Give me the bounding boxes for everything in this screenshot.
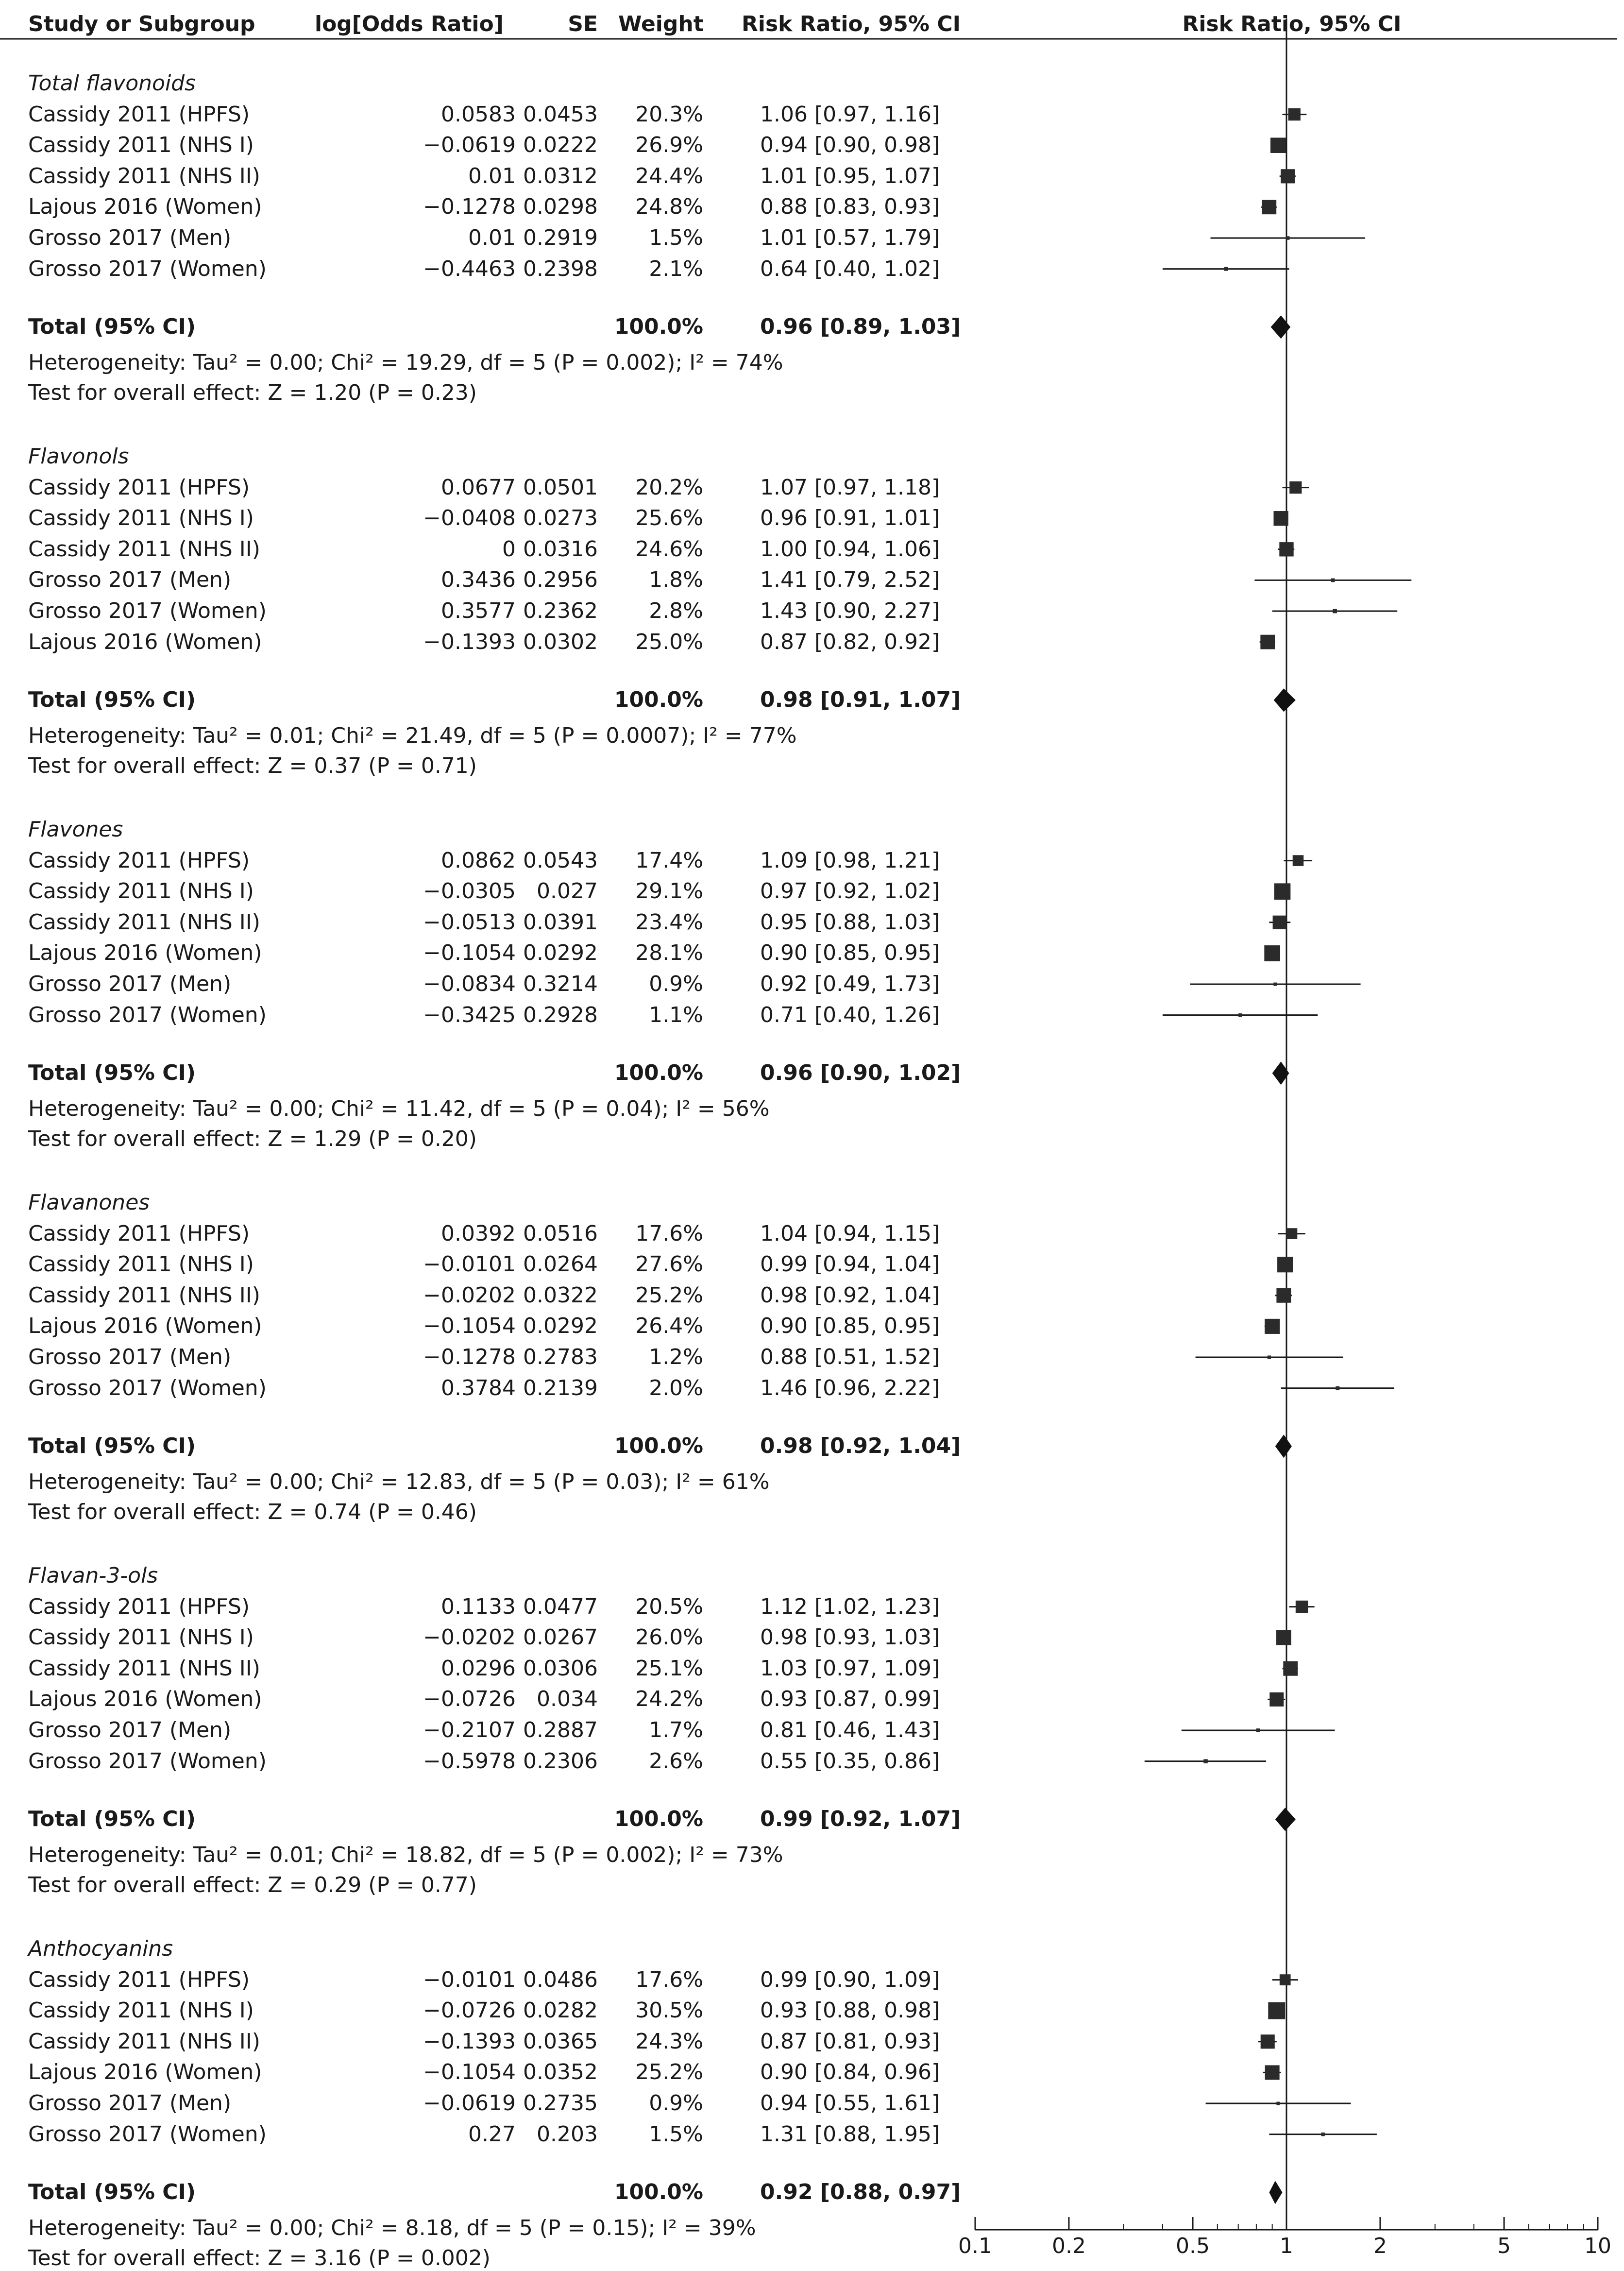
log-odds-ratio-value: −0.0513 [423, 909, 516, 935]
se-value: 0.0302 [523, 629, 598, 654]
se-value: 0.2919 [523, 225, 598, 250]
study-label: Cassidy 2011 (NHS I) [28, 506, 254, 531]
se-value: 0.2306 [523, 1748, 598, 1774]
weight-value: 24.4% [635, 163, 703, 188]
weight-value: 20.3% [635, 102, 703, 127]
overall-effect-text: Test for overall effect: Z = 1.29 (P = 0.20) [28, 1127, 477, 1152]
weight-value: 1.5% [649, 2121, 703, 2147]
study-label: Grosso 2017 (Women) [28, 256, 267, 281]
total-label: Total (95% CI) [28, 314, 196, 340]
log-odds-ratio-value: −0.0726 [423, 1998, 516, 2023]
study-label: Cassidy 2011 (HPFS) [28, 102, 250, 127]
risk-ratio-ci-value: 1.09 [0.98, 1.21] [760, 848, 940, 873]
se-value: 0.0477 [523, 1594, 598, 1619]
total-risk-ratio-ci-value: 0.96 [0.90, 1.02] [760, 1060, 961, 1086]
effect-square [1289, 481, 1302, 494]
total-label: Total (95% CI) [28, 2180, 196, 2205]
total-risk-ratio-ci-value: 0.98 [0.92, 1.04] [760, 1434, 961, 1459]
heterogeneity-text: Heterogeneity: Tau² = 0.01; Chi² = 18.82, df = 5 (P = 0.002); I² = 73% [28, 1843, 783, 1868]
subgroup-title: Anthocyanins [28, 1936, 173, 1961]
log-odds-ratio-value: −0.0619 [423, 2091, 516, 2116]
se-value: 0.2887 [523, 1718, 598, 1742]
study-label: Cassidy 2011 (NHS I) [28, 879, 254, 904]
log-odds-ratio-value: −0.1054 [423, 1314, 516, 1339]
risk-ratio-ci-value: 1.00 [0.94, 1.06] [760, 536, 940, 562]
weight-value: 25.6% [635, 506, 703, 531]
se-value: 0.0391 [523, 909, 598, 935]
overall-effect-text: Test for overall effect: Z = 1.20 (P = 0.23) [28, 380, 477, 406]
log-odds-ratio-value: −0.1278 [423, 1345, 516, 1369]
pooled-estimate-diamond [1271, 315, 1291, 339]
se-value: 0.2139 [523, 1375, 598, 1400]
risk-ratio-ci-value: 0.90 [0.85, 0.95] [760, 1314, 940, 1339]
effect-square [1268, 1355, 1271, 1359]
effect-square [1281, 169, 1295, 183]
total-weight-value: 100.0% [614, 687, 703, 713]
effect-square [1262, 200, 1277, 215]
log-odds-ratio-value: 0.3784 [441, 1375, 516, 1400]
weight-value: 26.9% [635, 133, 703, 158]
study-label: Grosso 2017 (Women) [28, 1375, 267, 1400]
log-odds-ratio-value: −0.5978 [423, 1748, 516, 1774]
log-odds-ratio-value: −0.1054 [423, 2060, 516, 2085]
risk-ratio-ci-value: 1.04 [0.94, 1.15] [760, 1221, 940, 1246]
se-value: 0.0267 [523, 1625, 598, 1650]
overall-effect-text: Test for overall effect: Z = 3.16 (P = 0.002) [28, 2246, 491, 2271]
se-value: 0.0365 [523, 2029, 598, 2054]
study-label: Cassidy 2011 (NHS II) [28, 536, 260, 562]
study-label: Lajous 2016 (Women) [28, 1687, 262, 1712]
study-label: Grosso 2017 (Men) [28, 972, 232, 996]
risk-ratio-ci-value: 0.94 [0.55, 1.61] [760, 2091, 940, 2116]
risk-ratio-ci-value: 0.55 [0.35, 0.86] [760, 1748, 940, 1774]
effect-square [1288, 108, 1301, 120]
risk-ratio-ci-value: 0.64 [0.40, 1.02] [760, 256, 940, 281]
x-tick-label: 5 [1497, 2234, 1511, 2258]
se-value: 0.2362 [523, 598, 598, 623]
log-odds-ratio-value: −0.0726 [423, 1687, 516, 1712]
se-value: 0.0306 [523, 1656, 598, 1681]
risk-ratio-ci-value: 1.01 [0.95, 1.07] [760, 163, 940, 188]
overall-effect-text: Test for overall effect: Z = 0.74 (P = 0.46) [28, 1500, 477, 1525]
effect-square [1276, 2102, 1280, 2105]
total-weight-value: 100.0% [614, 2180, 703, 2205]
weight-value: 25.2% [635, 1282, 703, 1308]
weight-value: 29.1% [635, 879, 703, 904]
log-odds-ratio-value: −0.0619 [423, 133, 516, 158]
effect-square [1224, 267, 1228, 271]
se-value: 0.0312 [523, 163, 598, 188]
weight-value: 23.4% [635, 909, 703, 935]
weight-value: 26.0% [635, 1625, 703, 1650]
se-value: 0.027 [537, 879, 598, 904]
effect-square [1276, 1630, 1291, 1645]
log-odds-ratio-value: 0.3436 [441, 567, 516, 593]
study-label: Grosso 2017 (Women) [28, 1002, 267, 1027]
overall-effect-text: Test for overall effect: Z = 0.37 (P = 0.71) [28, 753, 477, 779]
total-risk-ratio-ci-value: 0.98 [0.91, 1.07] [760, 687, 961, 713]
study-label: Grosso 2017 (Men) [28, 225, 232, 250]
study-label: Grosso 2017 (Men) [28, 2091, 232, 2116]
header-se: SE [568, 12, 598, 36]
x-tick-label: 0.2 [1051, 2234, 1086, 2258]
effect-square [1270, 137, 1286, 153]
risk-ratio-ci-value: 0.93 [0.88, 0.98] [760, 1998, 940, 2023]
effect-square [1333, 609, 1337, 614]
log-odds-ratio-value: 0.01 [468, 163, 516, 188]
study-label: Grosso 2017 (Men) [28, 1345, 232, 1369]
study-label: Cassidy 2011 (HPFS) [28, 1967, 250, 1992]
heterogeneity-text: Heterogeneity: Tau² = 0.00; Chi² = 12.83, df = 5 (P = 0.03); I² = 61% [28, 1469, 770, 1495]
total-risk-ratio-ci-value: 0.99 [0.92, 1.07] [760, 1807, 961, 1832]
weight-value: 0.9% [649, 2091, 703, 2116]
se-value: 0.2956 [523, 567, 598, 593]
total-weight-value: 100.0% [614, 1060, 703, 1086]
study-label: Lajous 2016 (Women) [28, 1314, 262, 1339]
log-odds-ratio-value: 0.1133 [441, 1594, 516, 1619]
weight-value: 17.6% [635, 1967, 703, 1992]
overall-effect-text: Test for overall effect: Z = 0.29 (P = 0.77) [28, 1873, 477, 1898]
weight-value: 1.1% [649, 1002, 703, 1027]
weight-value: 26.4% [635, 1314, 703, 1339]
se-value: 0.0282 [523, 1998, 598, 2023]
risk-ratio-ci-value: 1.03 [0.97, 1.09] [760, 1656, 940, 1681]
se-value: 0.203 [537, 2121, 598, 2147]
risk-ratio-ci-value: 0.93 [0.87, 0.99] [760, 1687, 940, 1712]
heterogeneity-text: Heterogeneity: Tau² = 0.00; Chi² = 11.42, df = 5 (P = 0.04); I² = 56% [28, 1096, 770, 1122]
study-label: Lajous 2016 (Women) [28, 940, 262, 966]
effect-square [1286, 1228, 1298, 1239]
effect-square [1279, 542, 1293, 556]
study-label: Cassidy 2011 (NHS I) [28, 1252, 254, 1277]
weight-value: 25.1% [635, 1656, 703, 1681]
effect-square [1321, 2133, 1324, 2136]
total-label: Total (95% CI) [28, 1807, 196, 1832]
log-odds-ratio-value: −0.0408 [423, 506, 516, 531]
se-value: 0.034 [537, 1687, 598, 1712]
risk-ratio-ci-value: 1.43 [0.90, 2.27] [760, 598, 940, 623]
risk-ratio-ci-value: 1.12 [1.02, 1.23] [760, 1594, 940, 1619]
log-odds-ratio-value: −0.0202 [423, 1625, 516, 1650]
log-odds-ratio-value: −0.4463 [423, 256, 516, 281]
effect-square [1269, 1692, 1284, 1707]
log-odds-ratio-value: 0.0862 [441, 848, 516, 873]
pooled-estimate-diamond [1275, 1808, 1296, 1831]
risk-ratio-ci-value: 0.99 [0.94, 1.04] [760, 1252, 940, 1277]
weight-value: 17.4% [635, 848, 703, 873]
se-value: 0.0501 [523, 475, 598, 500]
subgroup-title: Flavonols [28, 444, 129, 469]
log-odds-ratio-value: 0.0583 [441, 102, 516, 127]
total-weight-value: 100.0% [614, 314, 703, 340]
effect-square [1273, 916, 1286, 929]
weight-value: 0.9% [649, 972, 703, 996]
weight-value: 2.1% [649, 256, 703, 281]
effect-square [1283, 1661, 1298, 1676]
risk-ratio-ci-value: 0.87 [0.82, 0.92] [760, 629, 940, 654]
subgroup-title: Flavones [28, 817, 123, 842]
log-odds-ratio-value: −0.0101 [423, 1967, 516, 1992]
study-label: Grosso 2017 (Men) [28, 567, 232, 593]
risk-ratio-ci-value: 1.41 [0.79, 2.52] [760, 567, 940, 593]
se-value: 0.2735 [523, 2091, 598, 2116]
study-label: Cassidy 2011 (NHS II) [28, 1656, 260, 1681]
log-odds-ratio-value: −0.3425 [423, 1002, 516, 1027]
risk-ratio-ci-value: 0.88 [0.83, 0.93] [760, 194, 940, 220]
effect-square [1296, 1601, 1308, 1613]
risk-ratio-ci-value: 1.46 [0.96, 2.22] [760, 1375, 940, 1400]
log-odds-ratio-value: 0.0392 [441, 1221, 516, 1246]
study-label: Grosso 2017 (Women) [28, 2121, 267, 2147]
se-value: 0.0543 [523, 848, 598, 873]
risk-ratio-ci-value: 0.96 [0.91, 1.01] [760, 506, 940, 531]
header-study: Study or Subgroup [28, 12, 255, 36]
risk-ratio-ci-value: 0.71 [0.40, 1.26] [760, 1002, 940, 1027]
study-label: Cassidy 2011 (NHS I) [28, 1998, 254, 2023]
effect-square [1276, 1288, 1291, 1303]
weight-value: 17.6% [635, 1221, 703, 1246]
se-value: 0.0264 [523, 1252, 598, 1277]
se-value: 0.0292 [523, 1314, 598, 1339]
se-value: 0.0273 [523, 506, 598, 531]
log-odds-ratio-value: 0 [502, 536, 516, 562]
risk-ratio-ci-value: 0.99 [0.90, 1.09] [760, 1967, 940, 1992]
risk-ratio-ci-value: 1.07 [0.97, 1.18] [760, 475, 940, 500]
effect-square [1280, 1974, 1291, 1985]
x-tick-label: 0.5 [1176, 2234, 1210, 2258]
risk-ratio-ci-value: 0.90 [0.85, 0.95] [760, 940, 940, 966]
x-tick-label: 0.1 [958, 2234, 992, 2258]
risk-ratio-ci-value: 1.06 [0.97, 1.16] [760, 102, 940, 127]
weight-value: 30.5% [635, 1998, 703, 2023]
study-label: Cassidy 2011 (HPFS) [28, 1221, 250, 1246]
log-odds-ratio-value: −0.1393 [423, 2029, 516, 2054]
x-tick-label: 2 [1373, 2234, 1387, 2258]
study-label: Lajous 2016 (Women) [28, 629, 262, 654]
risk-ratio-ci-value: 0.97 [0.92, 1.02] [760, 879, 940, 904]
study-label: Cassidy 2011 (HPFS) [28, 1594, 250, 1619]
effect-square [1256, 1728, 1260, 1732]
effect-square [1265, 1319, 1280, 1334]
weight-value: 25.2% [635, 2060, 703, 2085]
effect-square [1273, 511, 1288, 526]
weight-value: 24.2% [635, 1687, 703, 1712]
total-risk-ratio-ci-value: 0.92 [0.88, 0.97] [760, 2180, 961, 2205]
log-odds-ratio-value: 0.3577 [441, 598, 516, 623]
weight-value: 1.8% [649, 567, 703, 593]
weight-value: 27.6% [635, 1252, 703, 1277]
weight-value: 28.1% [635, 940, 703, 966]
log-odds-ratio-value: −0.1393 [423, 629, 516, 654]
effect-square [1286, 236, 1289, 239]
heterogeneity-text: Heterogeneity: Tau² = 0.00; Chi² = 8.18, df = 5 (P = 0.15); I² = 39% [28, 2216, 756, 2241]
risk-ratio-ci-value: 0.98 [0.93, 1.03] [760, 1625, 940, 1650]
study-label: Grosso 2017 (Men) [28, 1718, 232, 1742]
se-value: 0.0322 [523, 1282, 598, 1308]
risk-ratio-ci-value: 1.01 [0.57, 1.79] [760, 225, 940, 250]
study-label: Cassidy 2011 (NHS II) [28, 163, 260, 188]
risk-ratio-ci-value: 0.92 [0.49, 1.73] [760, 972, 940, 996]
total-label: Total (95% CI) [28, 1060, 196, 1086]
study-label: Grosso 2017 (Women) [28, 598, 267, 623]
weight-value: 24.3% [635, 2029, 703, 2054]
study-label: Cassidy 2011 (HPFS) [28, 475, 250, 500]
se-value: 0.2398 [523, 256, 598, 281]
header-log-odds-ratio: log[Odds Ratio] [315, 12, 504, 36]
x-tick-label: 1 [1280, 2234, 1293, 2258]
risk-ratio-ci-value: 0.90 [0.84, 0.96] [760, 2060, 940, 2085]
study-label: Cassidy 2011 (NHS II) [28, 1282, 260, 1308]
effect-square [1293, 855, 1304, 866]
effect-square [1273, 983, 1277, 986]
weight-value: 1.2% [649, 1345, 703, 1369]
total-label: Total (95% CI) [28, 1434, 196, 1459]
risk-ratio-ci-value: 0.98 [0.92, 1.04] [760, 1282, 940, 1308]
effect-square [1260, 635, 1275, 649]
se-value: 0.0486 [523, 1967, 598, 1992]
effect-square [1331, 579, 1335, 582]
weight-value: 2.0% [649, 1375, 703, 1400]
risk-ratio-ci-value: 0.94 [0.90, 0.98] [760, 133, 940, 158]
study-label: Cassidy 2011 (HPFS) [28, 848, 250, 873]
total-weight-value: 100.0% [614, 1807, 703, 1832]
effect-square [1277, 1257, 1293, 1272]
effect-square [1264, 945, 1280, 961]
weight-value: 1.5% [649, 225, 703, 250]
se-value: 0.0352 [523, 2060, 598, 2085]
log-odds-ratio-value: −0.0305 [423, 879, 516, 904]
log-odds-ratio-value: 0.27 [468, 2121, 516, 2147]
x-tick-label: 10 [1584, 2234, 1611, 2258]
se-value: 0.0453 [523, 102, 598, 127]
study-label: Cassidy 2011 (NHS I) [28, 1625, 254, 1650]
header-risk-ratio-ci: Risk Ratio, 95% CI [742, 12, 961, 36]
se-value: 0.2783 [523, 1345, 598, 1369]
total-label: Total (95% CI) [28, 687, 196, 713]
log-odds-ratio-value: −0.1054 [423, 940, 516, 966]
weight-value: 20.2% [635, 475, 703, 500]
effect-square [1261, 2034, 1275, 2049]
header-weight: Weight [618, 12, 704, 36]
risk-ratio-ci-value: 0.81 [0.46, 1.43] [760, 1718, 940, 1742]
study-label: Lajous 2016 (Women) [28, 194, 262, 220]
pooled-estimate-diamond [1275, 1434, 1292, 1458]
pooled-estimate-diamond [1274, 688, 1296, 712]
effect-square [1238, 1013, 1242, 1017]
study-label: Grosso 2017 (Women) [28, 1748, 267, 1774]
effect-square [1265, 2065, 1280, 2080]
log-odds-ratio-value: −0.2107 [423, 1718, 516, 1742]
log-odds-ratio-value: −0.0101 [423, 1252, 516, 1277]
se-value: 0.3214 [523, 972, 598, 996]
subgroup-title: Total flavonoids [28, 71, 196, 96]
se-value: 0.2928 [523, 1002, 598, 1027]
study-label: Cassidy 2011 (NHS II) [28, 2029, 260, 2054]
se-value: 0.0316 [523, 536, 598, 562]
heterogeneity-text: Heterogeneity: Tau² = 0.01; Chi² = 21.49, df = 5 (P = 0.0007); I² = 77% [28, 723, 797, 749]
subgroup-title: Flavan-3-ols [28, 1563, 158, 1588]
log-odds-ratio-value: −0.0202 [423, 1282, 516, 1308]
log-odds-ratio-value: −0.0834 [423, 972, 516, 996]
heterogeneity-text: Heterogeneity: Tau² = 0.00; Chi² = 19.29, df = 5 (P = 0.002); I² = 74% [28, 350, 783, 376]
study-label: Cassidy 2011 (NHS I) [28, 133, 254, 158]
se-value: 0.0292 [523, 940, 598, 966]
se-value: 0.0222 [523, 133, 598, 158]
total-weight-value: 100.0% [614, 1434, 703, 1459]
pooled-estimate-diamond [1269, 2181, 1282, 2204]
effect-square [1274, 883, 1291, 900]
effect-square [1268, 2002, 1285, 2019]
log-odds-ratio-value: −0.1278 [423, 194, 516, 220]
weight-value: 2.8% [649, 598, 703, 623]
weight-value: 2.6% [649, 1748, 703, 1774]
log-odds-ratio-value: 0.0677 [441, 475, 516, 500]
effect-square [1336, 1386, 1339, 1390]
log-odds-ratio-value: 0.0296 [441, 1656, 516, 1681]
risk-ratio-ci-value: 0.87 [0.81, 0.93] [760, 2029, 940, 2054]
risk-ratio-ci-value: 0.95 [0.88, 1.03] [760, 909, 940, 935]
weight-value: 1.7% [649, 1718, 703, 1742]
weight-value: 24.6% [635, 536, 703, 562]
weight-value: 25.0% [635, 629, 703, 654]
log-odds-ratio-value: 0.01 [468, 225, 516, 250]
weight-value: 24.8% [635, 194, 703, 220]
weight-value: 20.5% [635, 1594, 703, 1619]
effect-square [1203, 1759, 1207, 1763]
se-value: 0.0516 [523, 1221, 598, 1246]
header-risk-ratio-plot: Risk Ratio, 95% CI [1182, 12, 1402, 36]
study-label: Lajous 2016 (Women) [28, 2060, 262, 2085]
study-label: Cassidy 2011 (NHS II) [28, 909, 260, 935]
total-risk-ratio-ci-value: 0.96 [0.89, 1.03] [760, 314, 961, 340]
subgroup-title: Flavanones [28, 1190, 150, 1215]
se-value: 0.0298 [523, 194, 598, 220]
risk-ratio-ci-value: 0.88 [0.51, 1.52] [760, 1345, 940, 1369]
risk-ratio-ci-value: 1.31 [0.88, 1.95] [760, 2121, 940, 2147]
